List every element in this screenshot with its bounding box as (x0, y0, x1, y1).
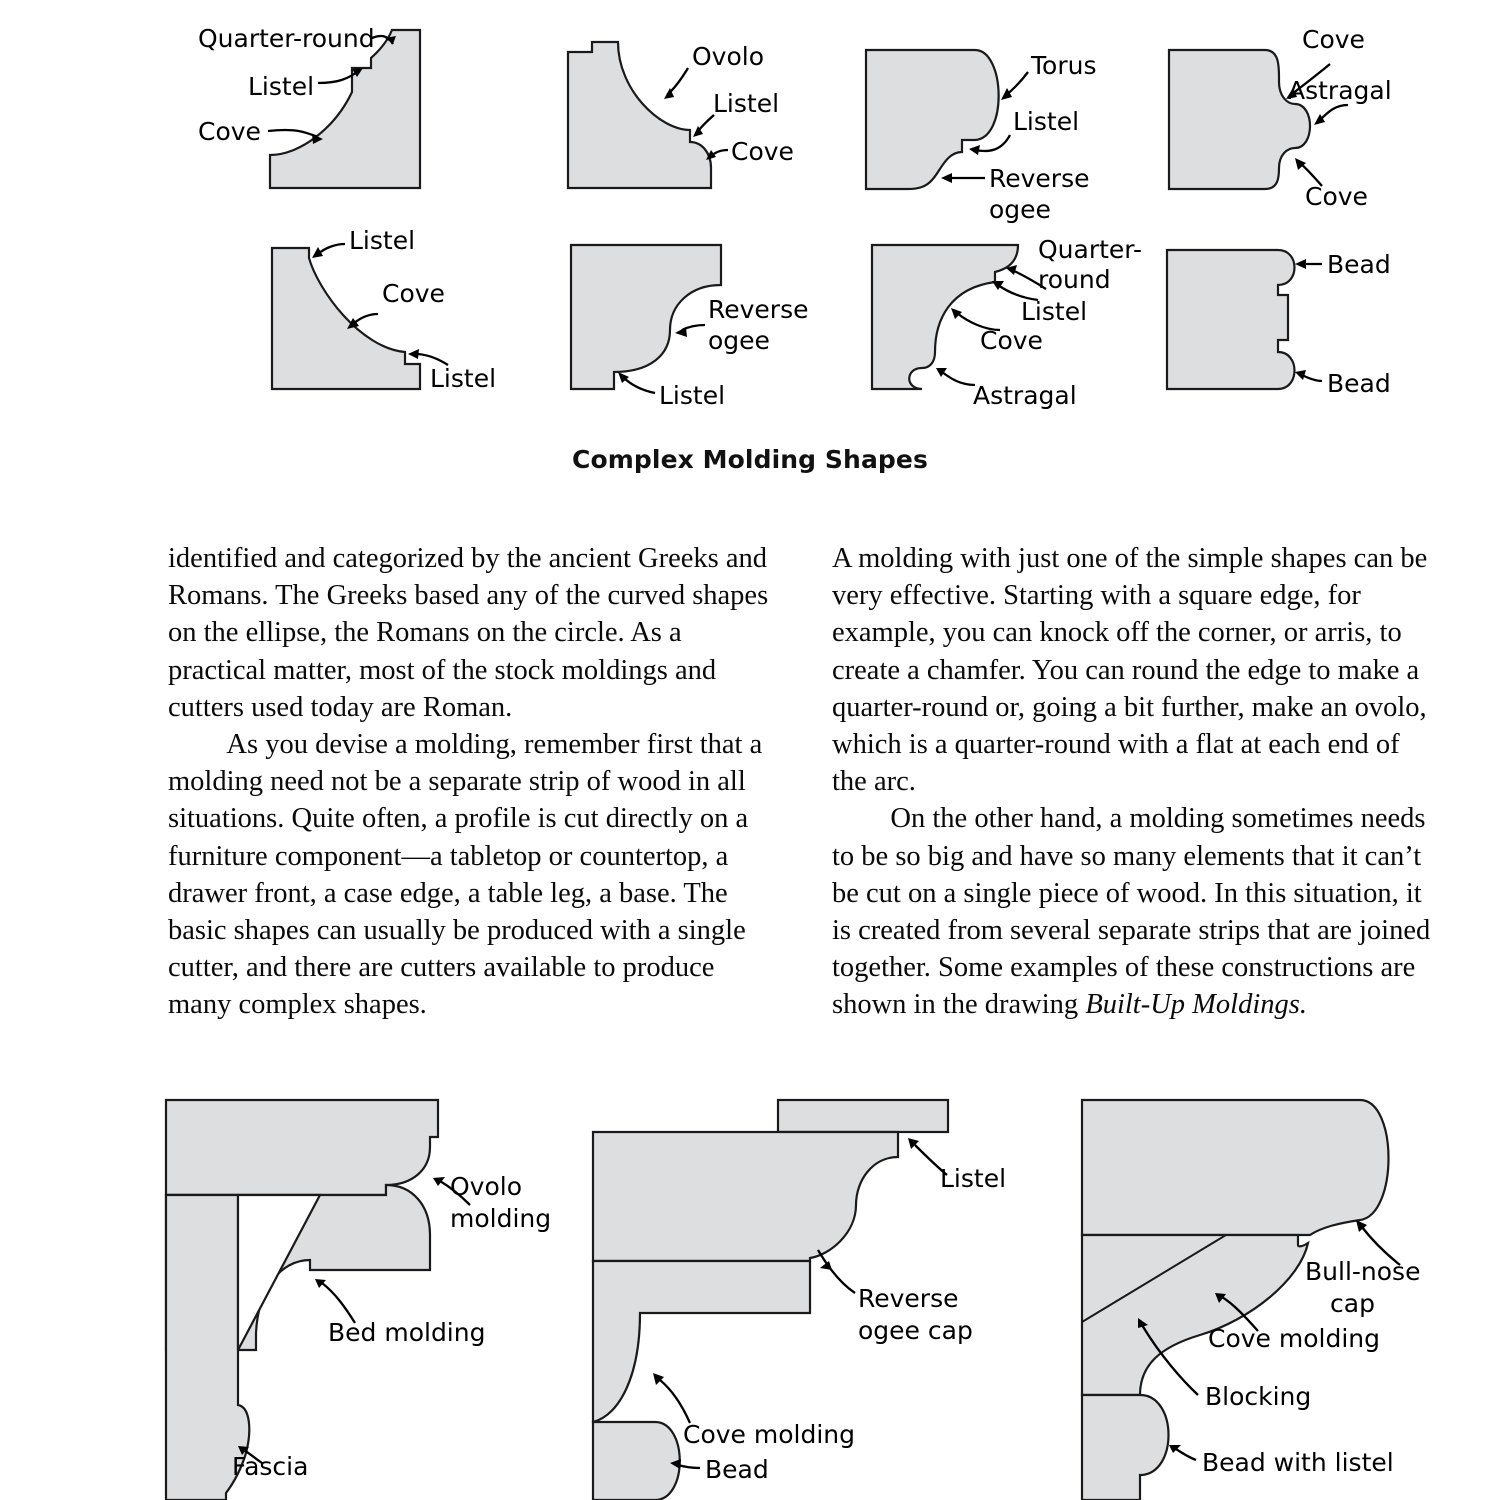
label-cove-1: Cove (198, 117, 261, 146)
leader-astragal (1320, 105, 1348, 120)
paragraph-right-2 (832, 800, 1436, 1023)
label-reverse-ogee-6-line2: ogee (708, 326, 770, 355)
label-bead-bu: Bead (705, 1455, 769, 1484)
arrowhead-bead-2 (1295, 370, 1306, 380)
leader-listel-6 (623, 377, 655, 393)
label-listel-7: Listel (1021, 297, 1088, 326)
leader-bed-molding (322, 1283, 355, 1323)
molding-profile-4 (1169, 50, 1310, 189)
label-cove-5: Cove (382, 279, 445, 308)
molding-profile-5 (272, 248, 420, 389)
label-torus: Torus (1031, 51, 1097, 80)
bead-with-listel-piece (1082, 1395, 1169, 1500)
diagram-quarter-round-listel-cove-astragal (872, 235, 1142, 410)
label-bed-molding: Bed molding (328, 1318, 486, 1347)
arrowhead-listel-5b (408, 349, 419, 359)
label-listel-3: Listel (1013, 107, 1080, 136)
molding-profile-7 (872, 245, 1018, 389)
diagram-bead-bead (1167, 250, 1391, 398)
drawing-title-italic: Built-Up Moldings. (1085, 989, 1307, 1021)
label-listel-2: Listel (713, 89, 780, 118)
molding-profile-2 (568, 42, 711, 188)
listel-piece (778, 1100, 948, 1132)
label-fascia: Fascia (232, 1452, 309, 1481)
cove-molding-piece (593, 1261, 810, 1422)
leader-reverse-ogee-cap (818, 1250, 855, 1293)
cove-molding-piece-2 (1082, 1235, 1308, 1395)
leader-listel-5a (318, 244, 345, 254)
diagram-built-up-ovolo-bed-fascia (166, 1100, 551, 1500)
bead-piece (593, 1422, 680, 1500)
arrowhead-reverse-ogee (941, 173, 952, 183)
arrowhead-ovolo-molding (433, 1177, 445, 1186)
leader-astragal-7 (942, 372, 975, 385)
label-reverse-ogee-line2: ogee (989, 195, 1051, 224)
arrowhead-listel-3 (969, 145, 980, 155)
label-ovolo-molding-line2: molding (450, 1204, 552, 1233)
paragraph-left-1: identified and categorized by the ancient Greeks and Romans. The Greeks based any of the curved shapes on the ellipse, the Romans on the circle. As a practical matter, most of the stock moldings and cutters used today are Roman. (168, 543, 769, 723)
arrowhead-torus (1001, 88, 1012, 100)
ovolo-molding-piece (166, 1100, 438, 1195)
leader-bead-with-listel (1176, 1449, 1196, 1460)
paragraph-right-1: A molding with just one of the simple shapes can be very effective. Starting with a square edge, for example, you can knock off the corner, or arris, to create a chamfer. You can round the edge to make a quarter-round or, going a bit further, make an ovolo, which is a quarter-round with a flat at each end of the arc. (832, 543, 1428, 798)
molding-profile-8 (1167, 250, 1295, 389)
diagram-built-up-bullnose-cove-blocking-bead (1082, 1100, 1420, 1500)
leader-cove-1 (268, 130, 318, 137)
figure-caption-complex-molding-shapes: Complex Molding Shapes (572, 445, 928, 474)
molding-profile-1 (270, 30, 420, 188)
bottom-figure-svg (0, 1075, 1500, 1500)
label-reverse-ogee-cap-line2: ogee cap (858, 1316, 973, 1345)
label-quarter-round: Quarter-round (198, 24, 375, 53)
right-column (832, 540, 1436, 1024)
leader-cove-5 (353, 314, 378, 324)
diagram-reverse-ogee-listel (571, 245, 809, 410)
arrowhead-reverse-ogee-6 (675, 327, 687, 337)
label-cove-4b: Cove (1305, 182, 1368, 211)
label-astragal: Astragal (1288, 76, 1392, 105)
diagram-ovolo-listel-cove (568, 42, 794, 188)
label-bead-1: Bead (1327, 250, 1391, 279)
label-quarter-7-line2: round (1038, 265, 1111, 294)
diagram-cove-astragal-cove (1169, 25, 1392, 211)
leader-cove-molding-bu (660, 1380, 690, 1423)
label-cove-2: Cove (731, 137, 794, 166)
body-text-columns (168, 540, 1436, 1024)
arrowhead-cove-7 (951, 308, 962, 319)
label-bead-2: Bead (1327, 369, 1391, 398)
label-reverse-ogee-line1: Reverse (989, 164, 1090, 193)
diagram-torus-listel-reverse-ogee (866, 50, 1096, 224)
label-reverse-ogee-cap-line1: Reverse (858, 1284, 959, 1313)
label-bull-nose-cap-line2: cap (1330, 1289, 1375, 1318)
figure-complex-molding-shapes (0, 0, 1500, 430)
leader-bead-2 (1302, 375, 1322, 381)
molding-profile-6 (571, 245, 721, 389)
left-column (168, 540, 772, 1024)
label-cove-molding-2: Cove molding (1208, 1324, 1380, 1353)
label-reverse-ogee-6-line1: Reverse (708, 295, 809, 324)
diagram-listel-cove-listel (272, 226, 496, 393)
label-cove-7: Cove (980, 326, 1043, 355)
diagram-built-up-reverse-ogee-cove-bead (593, 1100, 1006, 1500)
label-ovolo: Ovolo (692, 42, 765, 71)
molding-profile-3 (866, 50, 999, 189)
bull-nose-cap-piece (1082, 1100, 1389, 1235)
leader-bead-bu (678, 1465, 700, 1468)
label-listel-6: Listel (659, 381, 726, 410)
paragraph-left-2: As you devise a molding, remember first that a molding need not be a separate strip of wood in all situations. Quite often, a profile is cut directly on a furniture component—a tabletop or countertop, a drawer front, a case edge, a table leg, a base. The basic shapes can usually be produced with a single cutter, and there are cutters available to produce many complex shapes. (168, 729, 763, 1021)
top-figure-svg (0, 0, 1500, 430)
paragraph-right-2-text: On the other hand, a molding sometimes needs to be so big and have so many elements that it can’t be cut on a single piece of wood. In this situation, it is created from several separate strips that are joined together. Some examples of these constructions are shown in the drawing (832, 803, 1431, 1021)
reverse-ogee-cap-piece (593, 1132, 898, 1261)
bed-molding-void (238, 1195, 320, 1350)
label-listel-5b: Listel (430, 364, 497, 393)
label-cove-4a: Cove (1302, 25, 1365, 54)
arrowhead-bead-1 (1295, 259, 1306, 269)
label-listel-1: Listel (248, 72, 315, 101)
label-bull-nose-cap-line1: Bull-nose (1305, 1257, 1421, 1286)
diagram-quarter-round-listel-cove (198, 24, 420, 188)
label-bead-with-listel: Bead with listel (1202, 1448, 1394, 1477)
label-ovolo-molding-line1: Ovolo (450, 1172, 523, 1201)
label-listel-5a: Listel (349, 226, 416, 255)
label-quarter-7-line1: Quarter- (1038, 235, 1143, 264)
label-blocking: Blocking (1205, 1382, 1312, 1411)
figure-built-up-moldings (0, 1075, 1500, 1500)
label-cove-molding-bu: Cove molding (683, 1420, 855, 1449)
label-listel-bu: Listel (940, 1164, 1007, 1193)
label-astragal-7: Astragal (973, 381, 1077, 410)
